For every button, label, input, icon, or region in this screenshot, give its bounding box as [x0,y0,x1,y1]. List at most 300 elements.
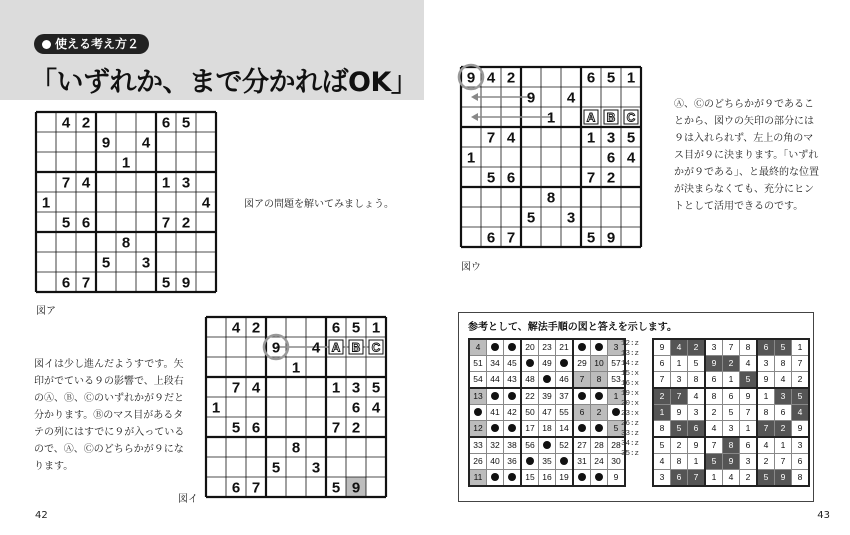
grid-cell: 6 [775,405,792,421]
given-digit: 5 [61,214,71,232]
grid-cell: 1 [705,470,723,487]
given-digit: 6 [606,149,616,167]
grid-cell: 54 [469,372,487,389]
given-digit: 2 [606,169,616,187]
grid-cell: 2 [775,421,792,438]
grid-cell: 9 [723,454,740,470]
grid-cell: 5 [608,421,626,438]
filled-dot-icon [595,343,603,351]
grid-cell: 7 [792,356,810,372]
given-digit: 2 [506,69,516,87]
grid-row [469,437,625,454]
step-item: 20:x [621,400,640,408]
grid-cell: 45 [504,356,522,372]
given-digit: 4 [311,339,321,357]
given-digit: 3 [351,379,361,397]
grid-cell: 37 [556,388,574,405]
grid-cell: 6 [705,372,723,389]
grid-cell: 8 [653,421,671,438]
grid-cell: 5 [723,405,740,421]
given-digit: 5 [181,114,191,132]
filled-dot-icon [543,375,551,383]
grid-cell: 7 [740,405,758,421]
caption-fig-i: 図イ [178,494,198,505]
grid-cell: 2 [757,454,775,470]
page-number-left: 42 [35,510,48,521]
given-digit: 7 [61,174,71,192]
grid-row [653,405,809,421]
grid-row [653,388,809,405]
grid-cell: 52 [556,437,574,454]
given-digit: 4 [141,134,151,152]
grid-row [469,421,625,438]
given-digit: 7 [486,129,496,147]
sudoku-grid-a [35,111,217,293]
step-item: 35:z [621,450,640,458]
filled-dot-icon [526,359,534,367]
given-digit: 9 [526,89,536,107]
grid-cell [487,470,504,487]
filled-dot-icon [560,457,568,465]
grid-row [469,339,625,356]
grid-cell: 8 [671,454,688,470]
given-digit: 6 [231,479,241,497]
grid-cell: 28 [591,437,608,454]
grid-cell: 9 [740,388,758,405]
grid-row [653,356,809,372]
filled-dot-icon [491,343,499,351]
grid-cell: 39 [539,388,556,405]
grid-cell: 57 [608,356,626,372]
given-digit: 5 [586,229,596,247]
given-digit: 6 [81,214,91,232]
grid-cell: 42 [504,405,522,421]
grid-cell [591,339,608,356]
grid-cell: 8 [705,388,723,405]
grid-cell [539,437,556,454]
grid-cell: 7 [723,339,740,356]
grid-cell: 10 [591,356,608,372]
given-digit: 9 [351,479,361,497]
given-digit: 5 [161,274,171,292]
given-digit: 8 [291,439,301,457]
grid-cell: 2 [740,470,758,487]
grid-cell: 3 [608,339,626,356]
grid-cell [591,388,608,405]
grid-cell: 29 [573,356,591,372]
grid-cell: 6 [723,388,740,405]
grid-cell: 7 [653,372,671,389]
grid-cell [521,454,539,470]
caption-fig-a: 図ア [36,306,56,317]
given-digit: 5 [626,129,636,147]
grid-cell: 4 [688,388,706,405]
grid-cell: 12 [469,421,487,438]
grid-cell [539,372,556,389]
grid-cell: 4 [723,470,740,487]
grid-cell: 8 [740,339,758,356]
grid-cell [504,421,522,438]
given-digit: 4 [201,194,211,212]
grid-cell [504,388,522,405]
sudoku-grid-i [205,316,387,498]
caption-fig-u: 図ウ [461,262,481,273]
candidate-label: A [331,340,341,355]
grid-row [469,388,625,405]
given-digit: 2 [251,319,261,337]
given-digit: 1 [161,174,171,192]
grid-cell: 16 [539,470,556,487]
given-digit: 7 [231,379,241,397]
grid-cell: 2 [705,405,723,421]
filled-dot-icon [578,424,586,432]
grid-cell: 7 [671,388,688,405]
grid-cell: 5 [740,372,758,389]
grid-cell: 5 [671,421,688,438]
grid-cell: 8 [792,470,810,487]
step-item: 33:z [621,430,640,438]
grid-cell: 22 [521,388,539,405]
grid-cell: 6 [740,437,758,454]
grid-cell: 1 [775,437,792,454]
grid-cell [504,470,522,487]
given-digit: 6 [486,229,496,247]
given-digit: 7 [331,419,341,437]
given-digit: 1 [41,194,51,212]
given-digit: 5 [101,254,111,272]
grid-row [653,339,809,356]
grid-cell: 51 [469,356,487,372]
given-digit: 1 [371,319,381,337]
grid-cell [487,388,504,405]
given-digit: 3 [141,254,151,272]
grid-cell [504,339,522,356]
filled-dot-icon [578,392,586,400]
filled-dot-icon [508,392,516,400]
reference-title: 参考として、解法手順の図と答えを示します。 [468,322,677,333]
candidate-label: C [626,110,636,125]
grid-cell [487,421,504,438]
grid-cell: 8 [591,372,608,389]
given-digit: 9 [101,134,111,152]
grid-cell: 4 [775,372,792,389]
given-digit: 5 [351,319,361,337]
given-digit: 4 [231,319,241,337]
given-digit: 5 [271,459,281,477]
grid-cell: 7 [688,470,706,487]
grid-cell: 3 [688,405,706,421]
grid-cell: 8 [775,356,792,372]
grid-row [653,454,809,470]
given-digit: 1 [121,154,131,172]
grid-cell: 2 [653,388,671,405]
grid-cell: 3 [740,454,758,470]
grid-cell [521,356,539,372]
given-digit: 3 [181,174,191,192]
given-digit: 6 [586,69,596,87]
given-digit: 5 [606,69,616,87]
grid-cell: 15 [521,470,539,487]
grid-cell: 48 [521,372,539,389]
bullet-icon [42,40,51,49]
section-tag [34,34,149,54]
grid-cell [591,470,608,487]
page-title: 「いずれか、まで分かればOK」 [30,67,418,98]
grid-cell [573,470,591,487]
grid-cell: 6 [653,356,671,372]
grid-cell: 8 [757,405,775,421]
filled-dot-icon [526,457,534,465]
grid-cell [591,421,608,438]
given-digit: 4 [506,129,516,147]
grid-cell: 40 [487,454,504,470]
given-digit: 6 [251,419,261,437]
grid-cell: 2 [792,372,810,389]
grid-cell [573,421,591,438]
grid-cell: 46 [556,372,574,389]
grid-cell [556,454,574,470]
grid-cell [573,339,591,356]
step-item: 34:z [621,440,640,448]
grid-cell [487,339,504,356]
given-digit: 7 [251,479,261,497]
grid-row [469,356,625,372]
grid-cell: 6 [792,454,810,470]
grid-cell: 21 [556,339,574,356]
fig-a-intro-text: 図アの問題を解いてみましょう。 [244,199,394,210]
given-digit: 9 [271,339,281,357]
grid-cell [556,356,574,372]
grid-cell: 3 [757,356,775,372]
grid-cell: 3 [653,470,671,487]
given-digit: 5 [526,209,536,227]
grid-cell: 1 [740,421,758,438]
given-digit: 1 [466,149,476,167]
given-digit: 4 [486,69,496,87]
grid-cell: 2 [591,405,608,421]
given-digit: 9 [606,229,616,247]
filled-dot-icon [491,392,499,400]
filled-dot-icon [491,473,499,481]
grid-cell: 5 [688,356,706,372]
step-item: 26:z [621,420,640,428]
grid-cell: 14 [556,421,574,438]
grid-cell: 55 [556,405,574,421]
grid-cell: 7 [573,372,591,389]
given-digit: 3 [566,209,576,227]
given-digit: 8 [546,189,556,207]
grid-cell: 44 [487,372,504,389]
grid-cell: 9 [688,437,706,454]
grid-cell: 38 [504,437,522,454]
filled-dot-icon [595,392,603,400]
grid-cell: 1 [792,339,810,356]
grid-cell: 9 [653,339,671,356]
grid-cell: 23 [539,339,556,356]
grid-cell: 4 [469,339,487,356]
section-tag-label: 使える考え方２ [55,37,140,51]
step-item: 13:z [621,350,640,358]
filled-dot-icon [474,408,482,416]
grid-row [469,405,625,421]
grid-cell: 9 [757,372,775,389]
grid-cell: 20 [521,339,539,356]
given-digit: 5 [371,379,381,397]
given-digit: 1 [291,359,301,377]
grid-cell: 5 [705,454,723,470]
given-digit: 3 [606,129,616,147]
filled-dot-icon [612,408,620,416]
grid-cell: 5 [653,437,671,454]
filled-dot-icon [508,343,516,351]
given-digit: 4 [566,89,576,107]
grid-cell: 8 [688,372,706,389]
grid-cell: 31 [573,454,591,470]
given-digit: 7 [161,214,171,232]
grid-cell: 36 [504,454,522,470]
answer-grid [652,338,810,487]
grid-cell: 13 [469,388,487,405]
grid-row [469,454,625,470]
filled-dot-icon [508,473,516,481]
grid-cell: 4 [740,356,758,372]
grid-cell: 6 [757,339,775,356]
grid-cell: 3 [775,388,792,405]
grid-cell [469,405,487,421]
grid-cell: 34 [487,356,504,372]
given-digit: 8 [121,234,131,252]
grid-cell: 11 [469,470,487,487]
filled-dot-icon [491,424,499,432]
grid-cell: 3 [671,372,688,389]
page-number-right: 43 [817,510,830,521]
grid-row [469,372,625,389]
grid-cell: 9 [671,405,688,421]
given-digit: 6 [61,274,71,292]
grid-cell: 43 [504,372,522,389]
grid-cell: 8 [723,437,740,454]
grid-cell: 3 [723,421,740,438]
grid-cell: 2 [688,339,706,356]
reference-panel [458,312,814,502]
grid-cell: 2 [671,437,688,454]
given-digit: 4 [251,379,261,397]
filled-dot-icon [578,343,586,351]
given-digit: 7 [586,169,596,187]
filled-dot-icon [508,424,516,432]
arrow-head-icon [471,113,478,121]
grid-cell: 35 [539,454,556,470]
grid-cell: 9 [792,421,810,438]
given-digit: 6 [161,114,171,132]
grid-cell: 4 [705,421,723,438]
grid-cell: 41 [487,405,504,421]
grid-cell: 4 [792,405,810,421]
grid-row [653,372,809,389]
grid-cell: 6 [671,470,688,487]
grid-cell: 6 [573,405,591,421]
step-item: 14:z [621,360,640,368]
fig-u-explanation: Ⓐ、Ⓒのどちらかが９であることから、図ウの矢印の部分には９は入れられず、左上の角のマス目が９に決まります。「いずれかが９である」、と最終的な位置が決まらなくても、充分にヒントとして活用できるのです。 [674,99,819,212]
grid-cell: 9 [705,356,723,372]
given-digit: 1 [626,69,636,87]
grid-cell: 7 [705,437,723,454]
grid-cell: 26 [469,454,487,470]
given-digit: 7 [506,229,516,247]
filled-dot-icon [595,473,603,481]
candidate-label: B [606,110,616,125]
given-digit: 1 [331,379,341,397]
given-digit: 6 [506,169,516,187]
grid-cell: 4 [653,454,671,470]
grid-cell: 27 [573,437,591,454]
given-digit: 2 [181,214,191,232]
grid-row [653,421,809,438]
grid-cell: 33 [469,437,487,454]
grid-cell [573,388,591,405]
grid-cell: 56 [521,437,539,454]
grid-cell: 24 [591,454,608,470]
given-digit: 6 [331,319,341,337]
fig-i-explanation: 図イは少し進んだようすです。矢印がでている９の影響で、上段右のⒶ、Ⓑ、Ⓒのいずれかが９だと分かります。Ⓑのマス目があるタテの列にはすでに９が入っているので、Ⓐ、Ⓒのどちらかが９になります。 [34,359,185,472]
grid-cell: 28 [608,437,626,454]
grid-cell: 32 [487,437,504,454]
grid-row [469,470,625,487]
step-item: 12:z [621,340,640,348]
grid-row [653,470,809,487]
given-digit: 9 [466,69,476,87]
given-digit: 9 [181,274,191,292]
given-digit: 5 [231,419,241,437]
given-digit: 5 [486,169,496,187]
given-digit: 2 [351,419,361,437]
sudoku-grid-u [460,66,642,248]
grid-cell: 47 [539,405,556,421]
given-digit: 1 [546,109,556,127]
grid-cell: 1 [757,388,775,405]
grid-cell: 6 [688,421,706,438]
given-digit: 4 [81,174,91,192]
arrow-head-icon [471,93,478,101]
step-item: 23:x [621,410,640,418]
grid-cell: 4 [757,437,775,454]
grid-cell: 7 [775,454,792,470]
given-digit: 4 [61,114,71,132]
grid-cell: 1 [671,356,688,372]
grid-cell: 9 [775,470,792,487]
filled-dot-icon [578,473,586,481]
grid-cell: 3 [705,339,723,356]
given-digit: 1 [586,129,596,147]
given-digit: 3 [311,459,321,477]
solution-steps-grid [468,338,626,487]
grid-cell: 19 [556,470,574,487]
grid-cell: 30 [608,454,626,470]
grid-cell: 53 [608,372,626,389]
grid-cell: 17 [521,421,539,438]
given-digit: 4 [371,399,381,417]
grid-cell: 4 [671,339,688,356]
grid-cell: 50 [521,405,539,421]
given-digit: 7 [81,274,91,292]
grid-row [653,437,809,454]
grid-cell: 5 [792,388,810,405]
step-item: 16:x [621,380,640,388]
grid-cell: 1 [723,372,740,389]
filled-dot-icon [560,359,568,367]
given-digit: 5 [331,479,341,497]
filled-dot-icon [543,441,551,449]
